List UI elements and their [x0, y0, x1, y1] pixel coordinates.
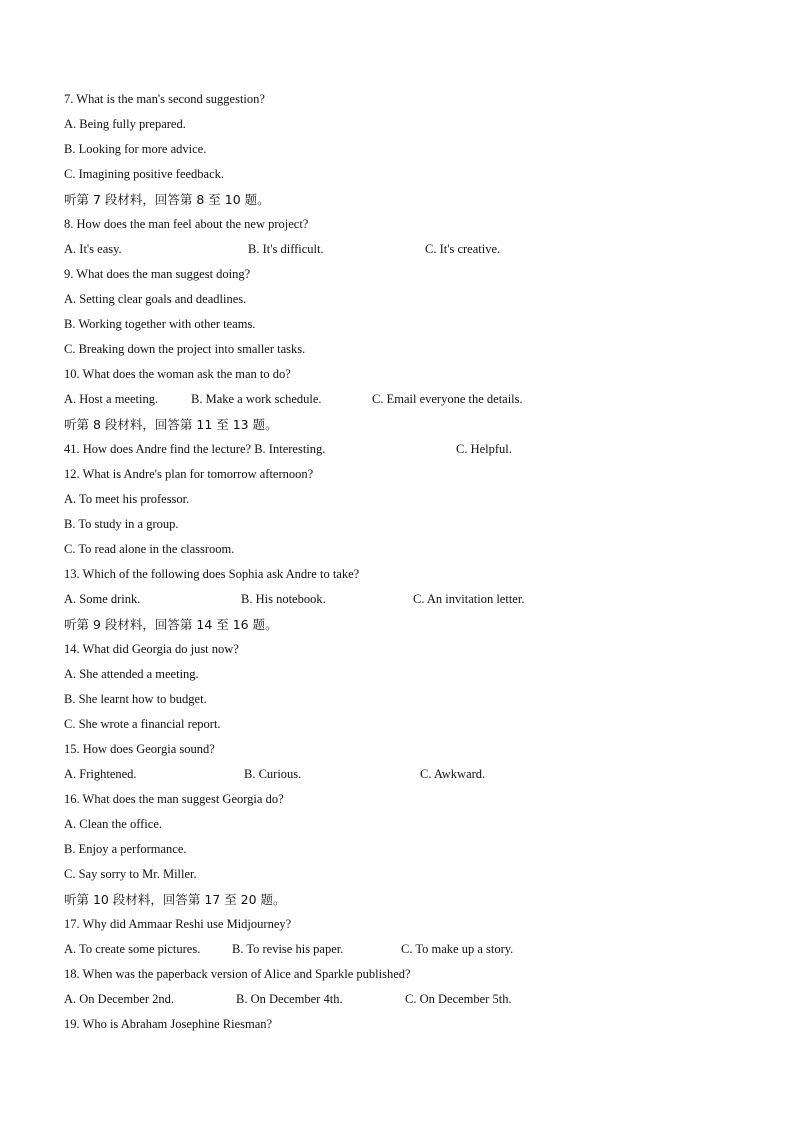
options-row — [64, 762, 744, 787]
options-row — [64, 387, 744, 412]
question-text: 13. Which of the following does Sophia ask Andre to take? — [64, 567, 360, 581]
question-text: 16. What does the man suggest Georgia do? — [64, 792, 284, 806]
answer-option: B. Curious. — [244, 767, 302, 781]
answer-option: C. Email everyone the details. — [372, 392, 523, 406]
options-row — [64, 437, 744, 462]
answer-option: B. On December 4th. — [236, 992, 343, 1006]
answer-option: A. She attended a meeting. — [64, 667, 199, 681]
question-text: 15. How does Georgia sound? — [64, 742, 215, 756]
answer-option: A. Host a meeting. — [64, 392, 159, 406]
answer-option: A. Being fully prepared. — [64, 117, 186, 131]
answer-option: A. Frightened. — [64, 767, 137, 781]
answer-option: A. On December 2nd. — [64, 992, 175, 1006]
question-text: 14. What did Georgia do just now? — [64, 642, 239, 656]
answer-option: B. Looking for more advice. — [64, 142, 207, 156]
answer-option: C. To read alone in the classroom. — [64, 542, 235, 556]
question-text: 10. What does the woman ask the man to do? — [64, 367, 291, 381]
answer-option: A. To create some pictures. — [64, 942, 201, 956]
question-text: 9. What does the man suggest doing? — [64, 267, 251, 281]
question-text: 17. Why did Ammaar Reshi use Midjourney? — [64, 917, 292, 931]
answer-option: A. Some drink. — [64, 592, 141, 606]
answer-option: C. An invitation letter. — [413, 592, 525, 606]
answer-option: B. Make a work schedule. — [191, 392, 322, 406]
options-row — [64, 587, 744, 612]
answer-option: C. Helpful. — [456, 442, 512, 456]
answer-option: C. Awkward. — [420, 767, 486, 781]
answer-option: A. It's easy. — [64, 242, 122, 256]
answer-option: B. To study in a group. — [64, 517, 179, 531]
section-instruction: 听第 7 段材料，回答第 8 至 10 题。 — [64, 192, 270, 207]
answer-option: A. Setting clear goals and deadlines. — [64, 292, 247, 306]
answer-option: C. Say sorry to Mr. Miller. — [64, 867, 197, 881]
answer-option: B. She learnt how to budget. — [64, 692, 207, 706]
answer-option: B. His notebook. — [241, 592, 326, 606]
options-row — [64, 987, 744, 1012]
answer-option: C. On December 5th. — [405, 992, 512, 1006]
question-text: 19. Who is Abraham Josephine Riesman? — [64, 1017, 273, 1031]
answer-option: B. Enjoy a performance. — [64, 842, 187, 856]
question-text: 8. How does the man feel about the new project? — [64, 217, 309, 231]
answer-option: 41. How does Andre find the lecture? B. Interesting. — [64, 442, 326, 456]
question-text: 18. When was the paperback version of Alice and Sparkle published? — [64, 967, 411, 981]
answer-option: B. To revise his paper. — [232, 942, 344, 956]
section-instruction: 听第 9 段材料，回答第 14 至 16 题。 — [64, 617, 278, 632]
answer-option: B. Working together with other teams. — [64, 317, 256, 331]
answer-option: C. Breaking down the project into smaller tasks. — [64, 342, 306, 356]
options-row — [64, 237, 744, 262]
section-instruction: 听第 8 段材料，回答第 11 至 13 题。 — [64, 417, 278, 432]
answer-option: C. She wrote a financial report. — [64, 717, 221, 731]
answer-option: C. To make up a story. — [401, 942, 514, 956]
section-instruction: 听第 10 段材料，回答第 17 至 20 题。 — [64, 892, 286, 907]
answer-option: C. Imagining positive feedback. — [64, 167, 225, 181]
options-row — [64, 937, 744, 962]
answer-option: A. To meet his professor. — [64, 492, 190, 506]
answer-option: B. It's difficult. — [248, 242, 324, 256]
question-text: 7. What is the man's second suggestion? — [64, 92, 265, 106]
listening-questions — [64, 87, 744, 1037]
question-text: 12. What is Andre's plan for tomorrow afternoon? — [64, 467, 314, 481]
answer-option: A. Clean the office. — [64, 817, 162, 831]
answer-option: C. It's creative. — [425, 242, 501, 256]
